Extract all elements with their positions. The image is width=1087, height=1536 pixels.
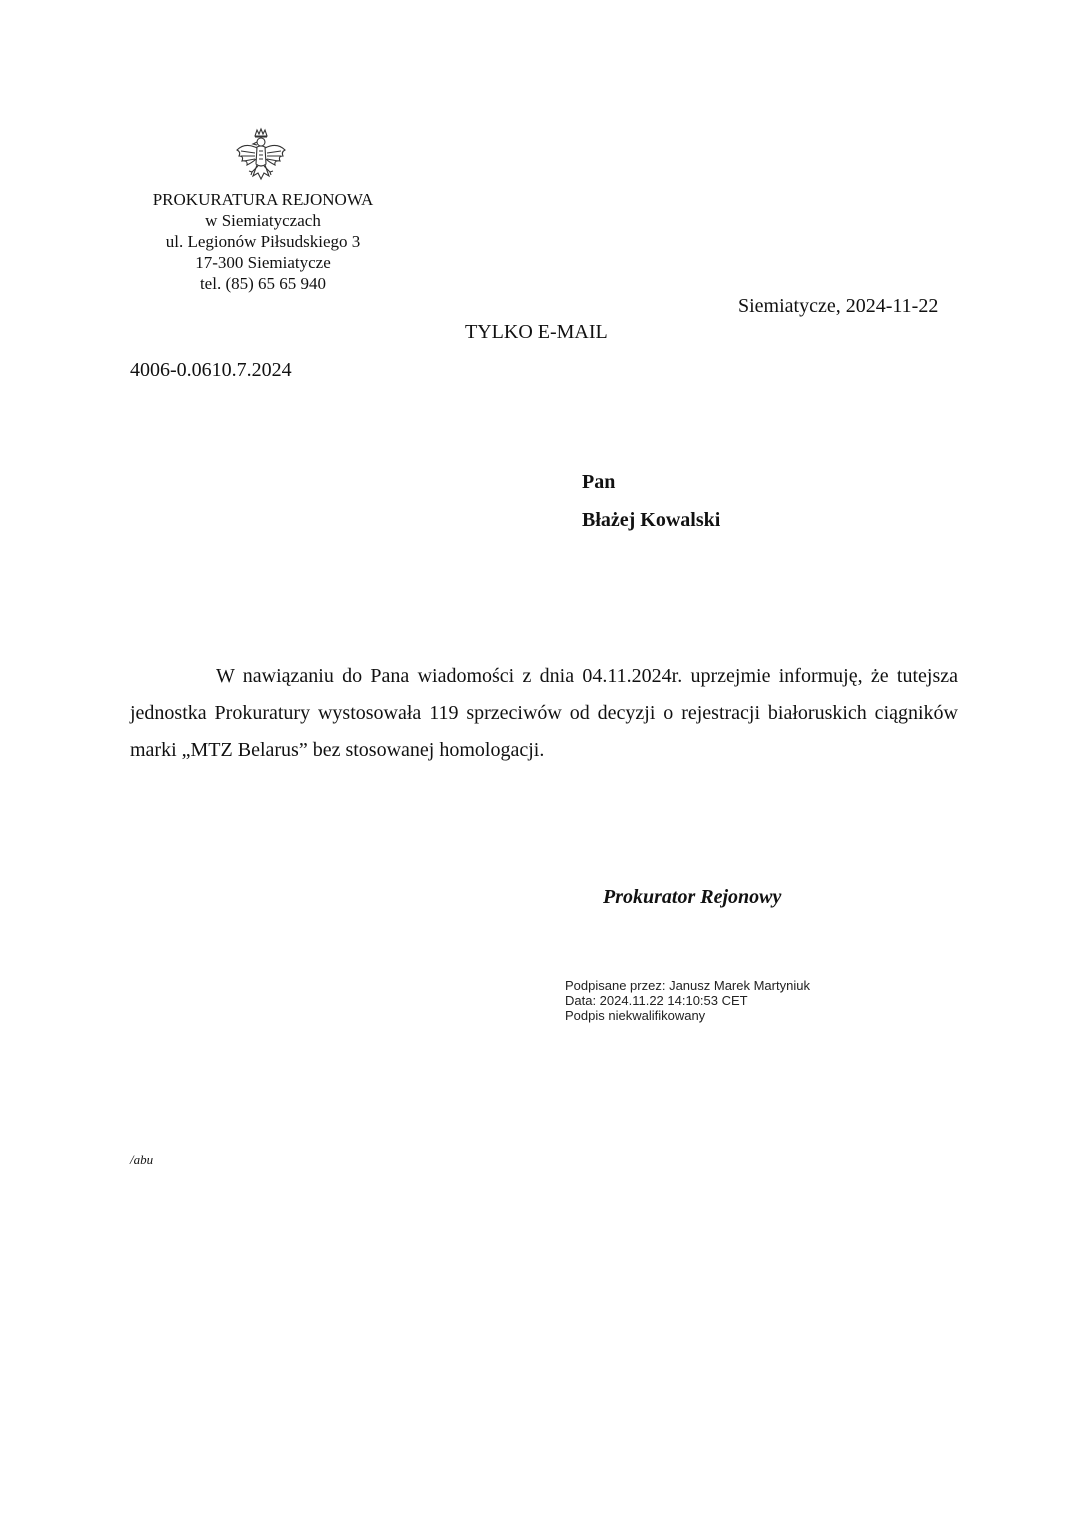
office-location: w Siemiatyczach xyxy=(205,211,321,230)
recipient-salutation: Pan xyxy=(582,471,616,493)
signature-signed-by: Podpisane przez: Janusz Marek Martyniuk xyxy=(565,978,810,993)
issuing-office-header xyxy=(118,189,408,294)
polish-eagle-emblem-icon xyxy=(231,126,291,190)
signatory-title: Prokurator Rejonowy xyxy=(603,886,782,908)
signature-date: Data: 2024.11.22 14:10:53 CET xyxy=(565,993,748,1008)
office-name: PROKURATURA REJONOWA xyxy=(152,190,374,209)
letter-body-paragraph: W nawiązaniu do Pana wiadomości z dnia 04.11.2024r. uprzejmie informuję, że tutejsza jednostka Prokuratury wystosowała 119 sprzeciwów od decyzji o rejestracji białoruskich ciągników marki „MTZ Belarus” bez stosowanej homologacji. xyxy=(130,665,958,761)
place-and-date: Siemiatycze, 2024-11-22 xyxy=(738,295,939,317)
office-postal-city: 17-300 Siemiatycze xyxy=(195,253,331,272)
electronic-signature-block xyxy=(565,978,810,1023)
recipient-block xyxy=(582,471,720,547)
case-reference-number: 4006-0.0610.7.2024 xyxy=(130,359,292,381)
author-initials: /abu xyxy=(130,1152,154,1167)
delivery-method-note: TYLKO E-MAIL xyxy=(465,321,608,343)
office-street: ul. Legionów Piłsudskiego 3 xyxy=(165,232,361,251)
office-phone: tel. (85) 65 65 940 xyxy=(199,274,327,293)
signature-type: Podpis niekwalifikowany xyxy=(565,1008,706,1023)
recipient-name: Błażej Kowalski xyxy=(582,509,721,531)
